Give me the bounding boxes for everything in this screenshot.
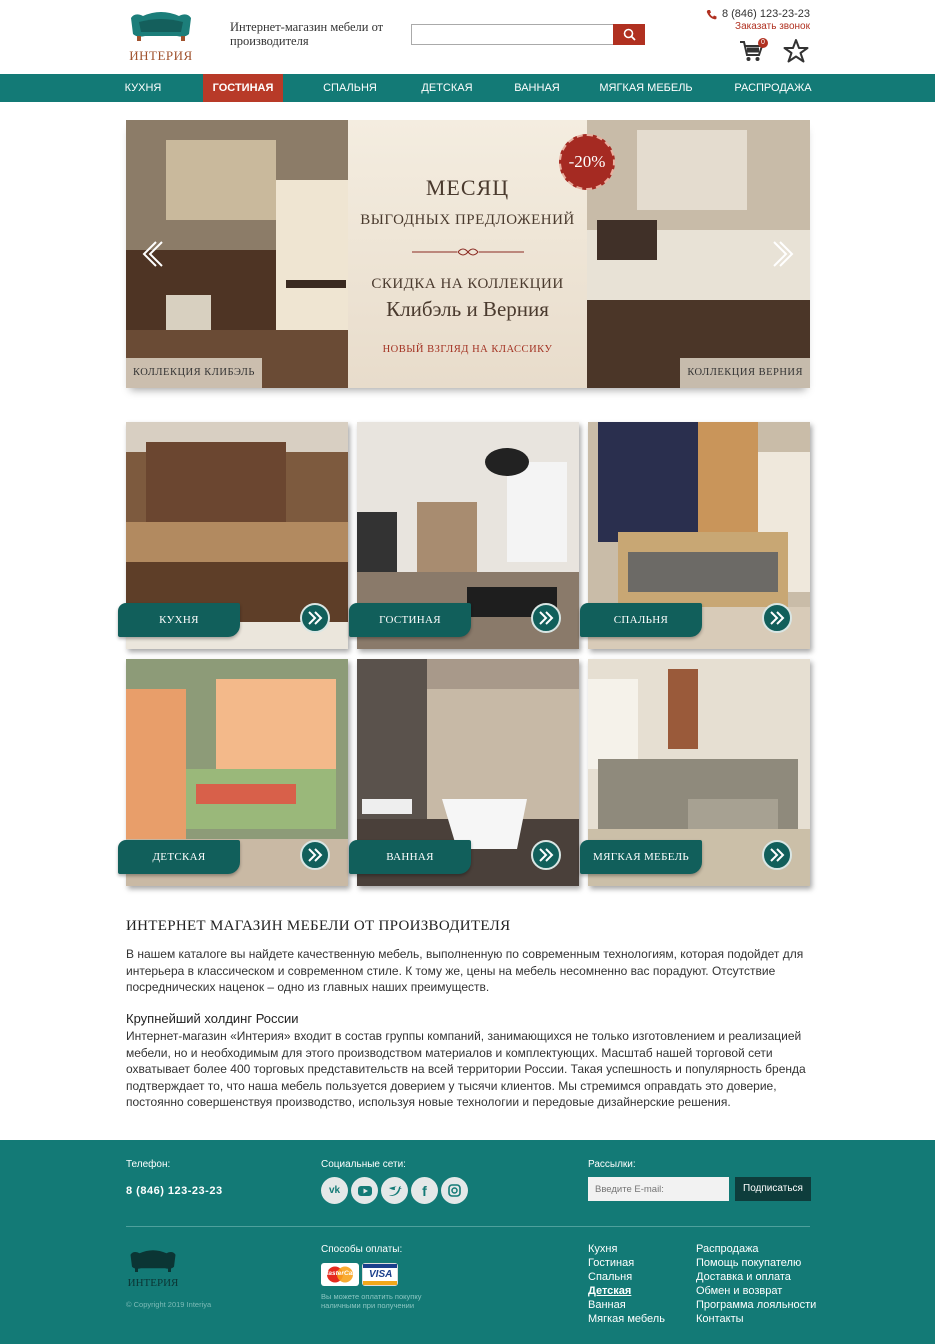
payment-note: Вы можете оплатить покупку наличными при получении: [321, 1292, 422, 1310]
tile-go-button[interactable]: [762, 603, 792, 633]
footer-link-delivery[interactable]: Доставка и оплата: [696, 1271, 791, 1283]
twitter-icon[interactable]: [381, 1177, 408, 1204]
footer-link-kitchen[interactable]: Кухня: [588, 1243, 618, 1255]
search-bar: [411, 24, 645, 45]
main-nav: [0, 74, 935, 102]
footer-link-living-room[interactable]: Гостиная: [588, 1257, 635, 1269]
cart-count: 0: [758, 38, 768, 48]
tile-label: ДЕТСКАЯ: [118, 840, 240, 874]
facebook-icon[interactable]: f: [411, 1177, 438, 1204]
next-arrow-icon[interactable]: [770, 240, 794, 268]
tile-go-button[interactable]: [300, 840, 330, 870]
seo-paragraph-2: Интернет-магазин «Интерия» входит в состав группы компаний, занимающихся не только изготовлением и реализацией мебели, но и необходимым для этого производством материалов и комплектующих. Масштаб нашей торговой сети охватывает более 400 торговых представительств на всей территории России. Такая успешность и популярность бренда подтверждает то, что наша мебель пользуется доверием у тысячи клиентов. Мы стремимся оправдать это доверие, постоянно совершенствуя производство, используя новые технологии и передовые дизайнерские решения.: [126, 1029, 806, 1109]
phone-label: Телефон:: [126, 1159, 171, 1170]
tile-go-button[interactable]: [300, 603, 330, 633]
footer-phone[interactable]: 8 (846) 123-23-23: [126, 1185, 223, 1197]
callback-link[interactable]: Заказать звонок: [735, 21, 810, 32]
category-tile-bedroom[interactable]: [588, 422, 810, 649]
search-icon: [623, 28, 636, 41]
banner-text: [348, 120, 587, 388]
search-input[interactable]: [411, 24, 614, 45]
nav-item-kids[interactable]: ДЕТСКАЯ: [421, 82, 473, 94]
seo-subtitle: Крупнейший холдинг России: [126, 1011, 299, 1026]
banner-title-5: НОВЫЙ ВЗГЛЯД НА КЛАССИКУ: [382, 344, 553, 355]
footer-link-bathroom[interactable]: Ванная: [588, 1299, 626, 1311]
tile-label: ВАННАЯ: [349, 840, 471, 874]
prev-arrow-icon[interactable]: [142, 240, 166, 268]
category-tile-upholstered[interactable]: [588, 659, 810, 886]
favorites-button[interactable]: [783, 38, 809, 64]
footer-link-help[interactable]: Помощь покупателю: [696, 1257, 802, 1269]
tile-go-button[interactable]: [531, 603, 561, 633]
ornament-divider: [412, 245, 524, 259]
footer: [0, 1140, 935, 1344]
nav-item-kitchen[interactable]: КУХНЯ: [124, 82, 162, 94]
visa-text: VISA: [369, 1269, 393, 1280]
youtube-icon[interactable]: [351, 1177, 378, 1204]
tagline: Интернет-магазин мебели от производителя: [230, 20, 384, 48]
banner-title-2: ВЫГОДНЫХ ПРЕДЛОЖЕНИЙ: [360, 212, 575, 228]
seo-title: ИНТЕРНЕТ МАГАЗИН МЕБЕЛИ ОТ ПРОИЗВОДИТЕЛЯ: [126, 918, 511, 934]
category-tile-bathroom[interactable]: [357, 659, 579, 886]
sofa-logo-icon: [126, 1248, 180, 1278]
footer-logo-text: ИНТЕРИЯ: [127, 1277, 179, 1289]
mastercard-text: MasterCard: [323, 1270, 359, 1277]
tile-label: СПАЛЬНЯ: [580, 603, 702, 637]
double-chevron-icon: [769, 611, 785, 625]
newsletter-label: Рассылки:: [588, 1159, 636, 1170]
search-button[interactable]: [613, 24, 645, 45]
tile-go-button[interactable]: [531, 840, 561, 870]
footer-link-sale[interactable]: Распродажа: [696, 1243, 759, 1255]
phone-number[interactable]: 8 (846) 123-23-23: [721, 8, 810, 20]
category-tile-living-room[interactable]: [357, 422, 579, 649]
footer-link-kids[interactable]: Детская: [588, 1285, 632, 1297]
category-tile-kitchen[interactable]: [126, 422, 348, 649]
banner-title-1: МЕСЯЦ: [425, 175, 510, 200]
star-icon: [783, 38, 809, 64]
mastercard-icon: [321, 1263, 359, 1286]
logo-text: ИНТЕРИЯ: [129, 48, 193, 63]
footer-divider: [126, 1226, 810, 1227]
instagram-icon[interactable]: [441, 1177, 468, 1204]
nav-item-living-room[interactable]: ГОСТИНАЯ: [203, 74, 283, 102]
social-label: Социальные сети:: [321, 1159, 406, 1170]
footer-links-catalog: [588, 1242, 665, 1326]
footer-link-loyalty[interactable]: Программа лояльности: [696, 1299, 817, 1311]
payment-label: Способы оплаты:: [321, 1244, 403, 1255]
nav-item-upholstered[interactable]: МЯГКАЯ МЕБЕЛЬ: [599, 82, 693, 94]
nav-item-bathroom[interactable]: ВАННАЯ: [514, 82, 560, 94]
double-chevron-icon: [538, 611, 554, 625]
footer-link-bedroom[interactable]: Спальня: [588, 1271, 633, 1283]
category-tile-kids[interactable]: [126, 659, 348, 886]
footer-logo[interactable]: [126, 1248, 180, 1292]
tile-go-button[interactable]: [762, 840, 792, 870]
footer-link-upholstered[interactable]: Мягкая мебель: [588, 1313, 665, 1325]
banner-title-3: СКИДКА НА КОЛЛЕКЦИИ: [371, 276, 564, 292]
cart-button[interactable]: [738, 38, 768, 64]
double-chevron-icon: [307, 611, 323, 625]
double-chevron-icon: [538, 848, 554, 862]
seo-paragraph-1: В нашем каталоге вы найдете качественную мебель, выполненную по современным технологиям, которая подойдет для интерьера в классическом и современном стиле. К тому же, цены на мебель несомненно вас порадуют. Отсутствие посреднических наценок – одно из главных наших преимуществ.: [126, 947, 804, 994]
email-input[interactable]: [588, 1177, 729, 1201]
tile-label: ГОСТИНАЯ: [349, 603, 471, 637]
phone-block: [705, 8, 810, 32]
footer-links-info: [696, 1242, 816, 1326]
banner-right-caption[interactable]: КОЛЛЕКЦИЯ ВЕРНИЯ: [680, 358, 810, 388]
tile-label: КУХНЯ: [118, 603, 240, 637]
logo[interactable]: [125, 10, 197, 66]
banner-left-caption[interactable]: КОЛЛЕКЦИЯ КЛИБЭЛЬ: [126, 358, 262, 388]
vk-icon[interactable]: vk: [321, 1177, 348, 1204]
nav-item-bedroom[interactable]: СПАЛЬНЯ: [323, 82, 377, 94]
nav-item-sale[interactable]: РАСПРОДАЖА: [734, 82, 812, 94]
sofa-logo-icon: [125, 10, 197, 48]
promo-banner[interactable]: [126, 120, 810, 388]
discount-badge: -20%: [559, 134, 615, 190]
copyright: © Copyright 2019 Interiya: [126, 1300, 212, 1309]
header: [0, 0, 935, 74]
subscribe-button[interactable]: Подписаться: [735, 1177, 811, 1201]
visa-icon: [362, 1263, 398, 1286]
double-chevron-icon: [307, 848, 323, 862]
footer-link-contacts[interactable]: Контакты: [696, 1313, 744, 1325]
banner-title-4: Клибэль и Верния: [386, 297, 549, 321]
tile-label: МЯГКАЯ МЕБЕЛЬ: [580, 840, 702, 874]
footer-link-returns[interactable]: Обмен и возврат: [696, 1285, 783, 1297]
phone-icon: [706, 9, 717, 20]
double-chevron-icon: [769, 848, 785, 862]
